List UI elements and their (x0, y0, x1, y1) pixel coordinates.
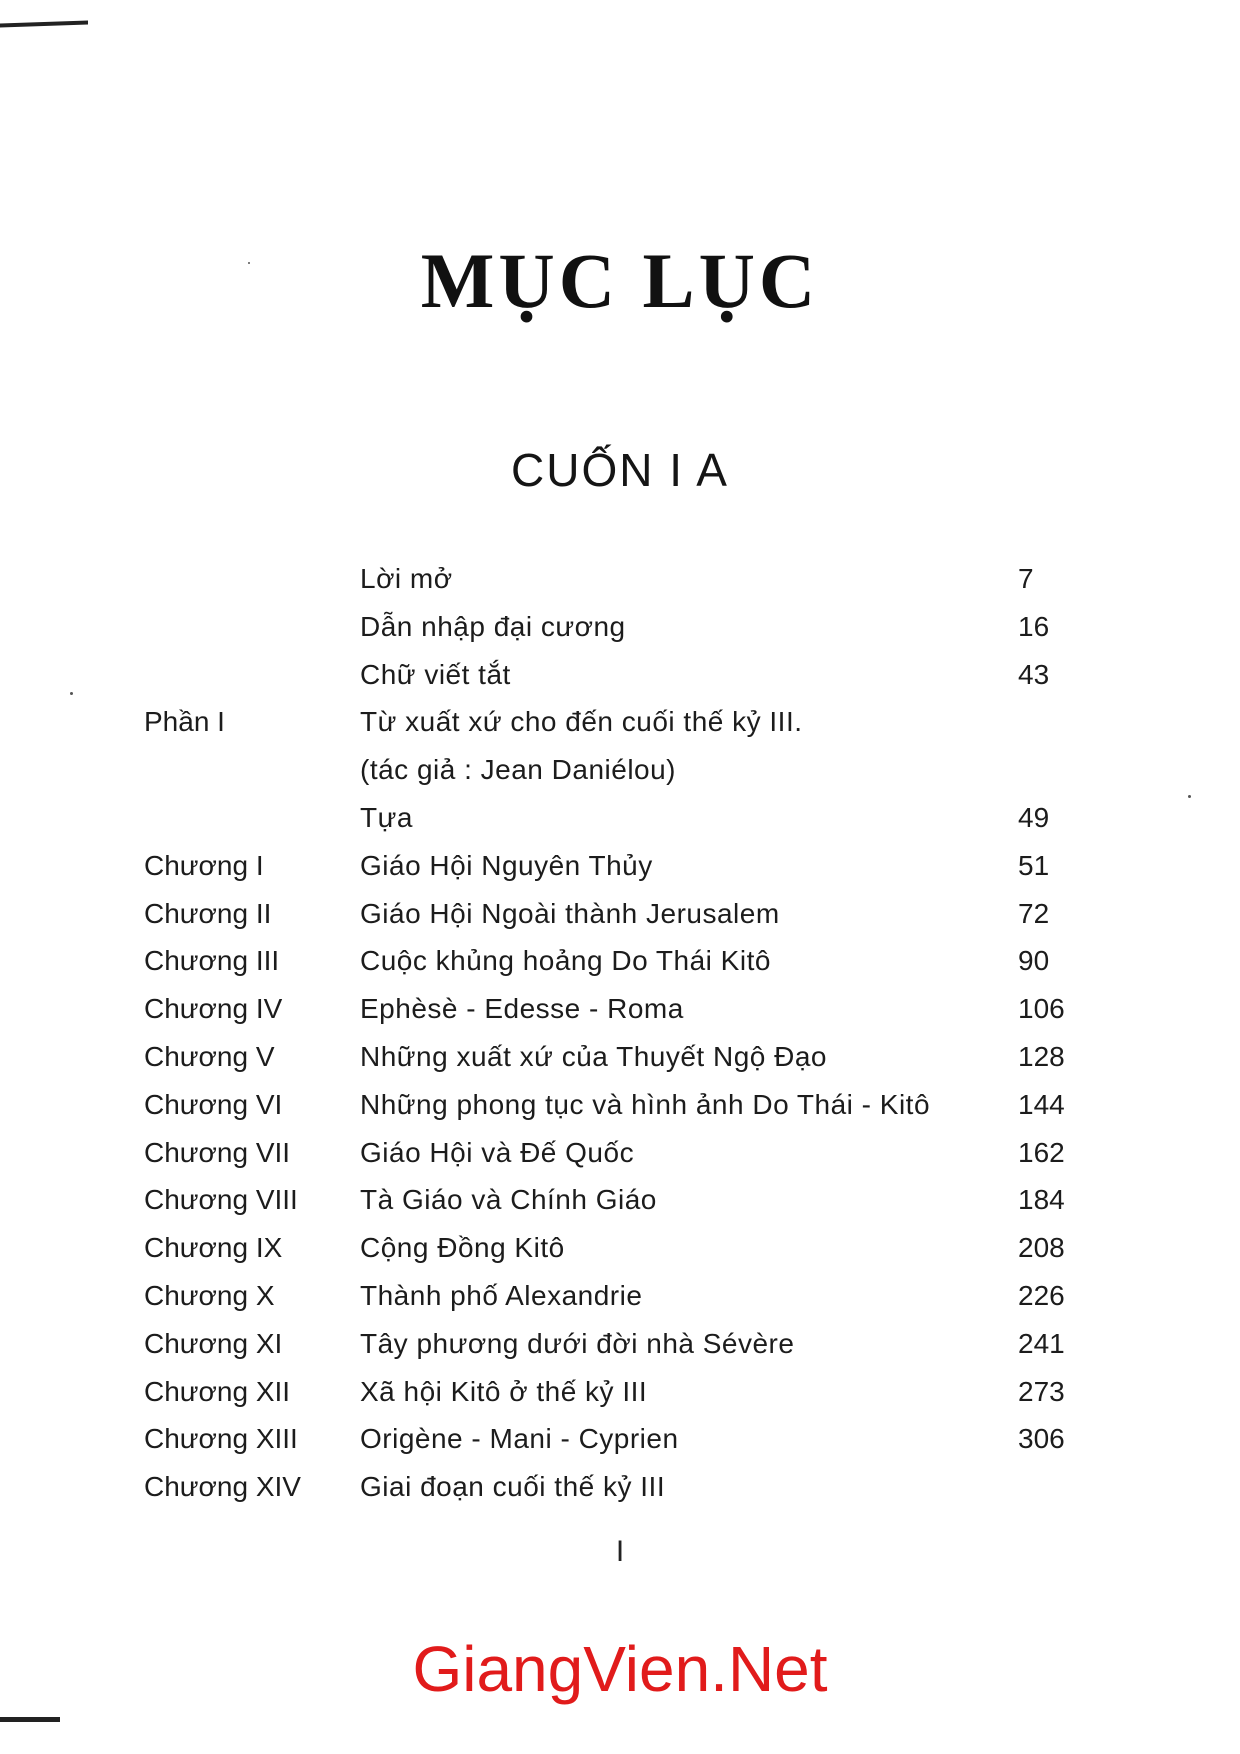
toc-label: Chương IV (144, 993, 283, 1025)
toc-label: Chương II (144, 897, 272, 929)
toc-page: 273 (1018, 1375, 1065, 1407)
toc-label: Chương IX (144, 1232, 283, 1264)
toc-page: 306 (1018, 1423, 1065, 1455)
toc-page: 144 (1018, 1088, 1065, 1120)
toc-row (0, 746, 1240, 794)
toc-label: Chương VII (144, 1136, 291, 1168)
toc-title: Origène - Mani - Cyprien (360, 1423, 679, 1455)
toc-title: Xã hội Kitô ở thế kỷ III (360, 1375, 648, 1407)
toc-label: Chương XI (144, 1327, 283, 1359)
toc-page: 72 (1018, 897, 1050, 929)
toc-page: 184 (1018, 1184, 1065, 1216)
toc-row[interactable] (0, 1224, 1240, 1272)
toc-title: Giáo Hội và Đế Quốc (360, 1136, 635, 1168)
toc-label: Chương I (144, 849, 264, 881)
toc-label: Chương VI (144, 1088, 283, 1120)
toc-page: 106 (1018, 993, 1065, 1025)
toc-row[interactable] (0, 1272, 1240, 1320)
toc-page: 49 (1018, 801, 1050, 833)
toc-title: Từ xuất xứ cho đến cuối thế kỷ III. (360, 706, 803, 738)
toc-page: 16 (1018, 610, 1050, 642)
toc-label: Chương III (144, 945, 280, 977)
toc-title: Cộng Đồng Kitô (360, 1232, 565, 1264)
toc-row[interactable] (0, 698, 1240, 746)
toc-label: Chương XIII (144, 1423, 298, 1455)
toc-title: Giai đoạn cuối thế kỷ III (360, 1471, 666, 1503)
scan-edge-mark-top (0, 20, 88, 27)
toc-page: 90 (1018, 945, 1050, 977)
toc-label: Chương XII (144, 1375, 291, 1407)
toc-title: Tựa (360, 801, 413, 833)
toc-title: Những xuất xứ của Thuyết Ngộ Đạo (360, 1040, 827, 1072)
toc-row[interactable] (0, 794, 1240, 842)
toc-row[interactable] (0, 603, 1240, 651)
toc-page: 208 (1018, 1232, 1065, 1264)
toc-row[interactable] (0, 842, 1240, 890)
toc-row[interactable] (0, 1463, 1240, 1511)
toc-title: Tà Giáo và Chính Giáo (360, 1184, 657, 1216)
table-of-contents (0, 555, 1240, 1511)
toc-label: Chương XIV (144, 1471, 301, 1503)
toc-title: Tây phương dưới đời nhà Sévère (360, 1327, 795, 1359)
toc-title: (tác giả : Jean Daniélou) (360, 754, 677, 786)
toc-row[interactable] (0, 651, 1240, 699)
toc-title: Cuộc khủng hoảng Do Thái Kitô (360, 945, 771, 977)
toc-title: Giáo Hội Ngoài thành Jerusalem (360, 897, 780, 929)
watermark: GiangVien.Net (412, 1633, 828, 1705)
toc-title: Dẫn nhập đại cương (360, 610, 626, 642)
toc-row[interactable] (0, 1081, 1240, 1129)
page-title: MỤC LỤC (420, 237, 820, 324)
toc-page: 51 (1018, 849, 1050, 881)
toc-page: 226 (1018, 1279, 1065, 1311)
toc-title: Chữ viết tắt (360, 658, 511, 690)
toc-row[interactable] (0, 1129, 1240, 1177)
toc-page: 241 (1018, 1327, 1065, 1359)
toc-row[interactable] (0, 890, 1240, 938)
toc-label: Chương V (144, 1040, 275, 1072)
toc-row[interactable] (0, 1320, 1240, 1368)
toc-page: 7 (1018, 563, 1034, 594)
toc-label: Chương X (144, 1279, 275, 1311)
toc-row[interactable] (0, 985, 1240, 1033)
toc-title: Những phong tục và hình ảnh Do Thái - Kitô (360, 1088, 931, 1120)
toc-row[interactable] (0, 1368, 1240, 1416)
toc-row[interactable] (0, 1415, 1240, 1463)
toc-row[interactable] (0, 1176, 1240, 1224)
toc-row[interactable] (0, 1033, 1240, 1081)
page-number: I (615, 1535, 625, 1568)
toc-row[interactable] (0, 555, 1240, 603)
toc-title: Lời mở (360, 563, 453, 594)
scan-edge-mark-bottom (0, 1717, 60, 1722)
toc-title: Giáo Hội Nguyên Thủy (360, 849, 653, 881)
toc-row[interactable] (0, 937, 1240, 985)
toc-label: Chương VIII (144, 1184, 298, 1216)
toc-label: Phần I (144, 706, 225, 738)
toc-title: Ephèsè - Edesse - Roma (360, 993, 684, 1025)
toc-title: Thành phố Alexandrie (360, 1279, 643, 1311)
toc-page: 162 (1018, 1136, 1065, 1168)
volume-subtitle: CUỐN I A (511, 444, 729, 496)
toc-page: 128 (1018, 1040, 1065, 1072)
toc-page: 43 (1018, 658, 1050, 690)
